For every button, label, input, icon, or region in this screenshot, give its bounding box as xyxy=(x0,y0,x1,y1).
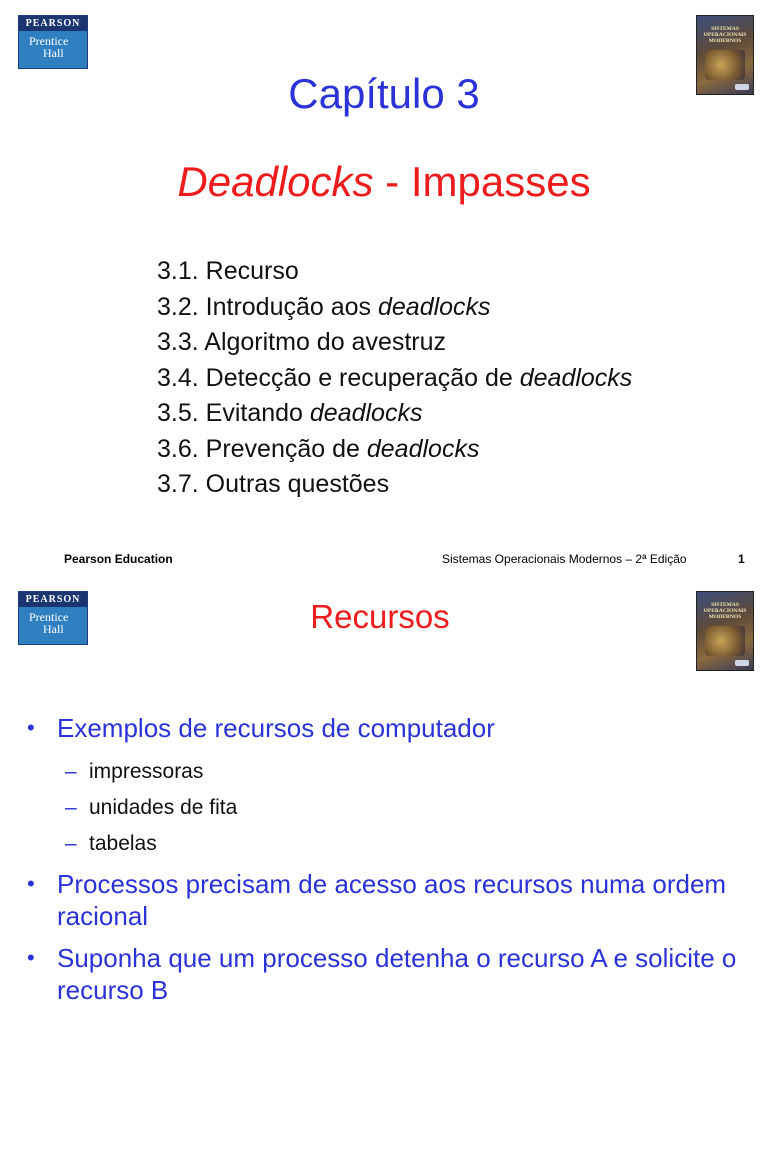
logo-line-2: Hall xyxy=(43,46,64,60)
bullet-item xyxy=(0,868,768,932)
slide-title: Recursos xyxy=(310,598,450,635)
toc-item xyxy=(157,467,632,503)
logo-imprint xyxy=(19,31,87,68)
toc-item-italic: deadlocks xyxy=(309,399,423,427)
logo-line-1: Prentice xyxy=(29,34,69,48)
sub-bullet-text: unidades de fita xyxy=(89,796,238,819)
toc-item xyxy=(157,432,632,468)
bullet-item xyxy=(0,712,768,744)
chapter-heading: Capítulo 3 xyxy=(288,70,480,117)
toc-item-text: 3.5. Evitando xyxy=(157,399,310,427)
toc-item xyxy=(157,396,632,432)
pearson-prentice-hall-logo xyxy=(18,15,88,69)
toc-item-text: 3.4. Detecção e recuperação de xyxy=(157,363,520,392)
sub-bullet-item xyxy=(0,826,768,862)
slide-title-rest: - Impasses xyxy=(373,158,591,205)
slide-title xyxy=(0,158,768,206)
toc-item-text: 3.6. Prevenção de xyxy=(157,434,367,463)
sub-bullet-marker: – xyxy=(65,760,77,783)
book-cover-title: SISTEMAS OPERACIONAIS MODERNOS xyxy=(703,26,747,44)
logo-line-2: Hall xyxy=(43,622,64,636)
footer-book-title: Sistemas Operacionais Modernos – 2ª Edição xyxy=(442,552,687,566)
toc-item-italic: deadlocks xyxy=(366,434,480,463)
toc-item xyxy=(157,361,632,397)
toc-item-text: 3.2. Introdução aos xyxy=(157,292,378,321)
logo-line-1: Prentice xyxy=(29,610,69,624)
bullet-item xyxy=(0,942,768,1006)
bullet-text: Suponha que um processo detenha o recurso A e solicite o recurso B xyxy=(57,943,737,1005)
slide-title-italic: Deadlocks xyxy=(177,158,374,205)
bullet-marker: • xyxy=(27,945,35,970)
sub-bullet-text: tabelas xyxy=(89,832,157,855)
slide-footer xyxy=(0,552,768,568)
bullet-marker: • xyxy=(27,871,35,896)
bullet-text: Exemplos de recursos de computador xyxy=(57,713,495,743)
table-of-contents xyxy=(157,254,632,503)
bullet-text: Processos precisam de acesso aos recursos numa ordem racional xyxy=(57,869,727,931)
sub-bullet-item xyxy=(0,790,768,826)
sub-bullet-marker: – xyxy=(65,832,77,855)
footer-publisher: Pearson Education xyxy=(64,552,173,566)
toc-item-italic: deadlocks xyxy=(377,292,491,321)
sub-bullet-text: impressoras xyxy=(89,760,204,783)
logo-brand: PEARSON xyxy=(19,592,87,607)
toc-item xyxy=(157,254,632,290)
bullet-list xyxy=(0,712,768,1016)
slide-2 xyxy=(0,576,768,1152)
sub-bullet-item xyxy=(0,754,768,790)
toc-item xyxy=(157,325,632,361)
toc-item-text: 3.1. Recurso xyxy=(157,257,299,285)
sub-bullet-marker: – xyxy=(65,796,77,819)
book-cover-title: SISTEMAS OPERACIONAIS MODERNOS xyxy=(703,602,747,620)
footer-page-number: 1 xyxy=(738,552,745,566)
bullet-marker: • xyxy=(27,715,35,740)
toc-item xyxy=(157,290,632,326)
toc-item-text: 3.7. Outras questões xyxy=(157,470,390,498)
toc-item-italic: deadlocks xyxy=(519,363,633,392)
book-cover-publisher-mark xyxy=(735,660,749,666)
sub-bullet-list xyxy=(0,754,768,862)
logo-brand: PEARSON xyxy=(19,16,87,31)
toc-item-text: 3.3. Algoritmo do avestruz xyxy=(157,328,447,356)
